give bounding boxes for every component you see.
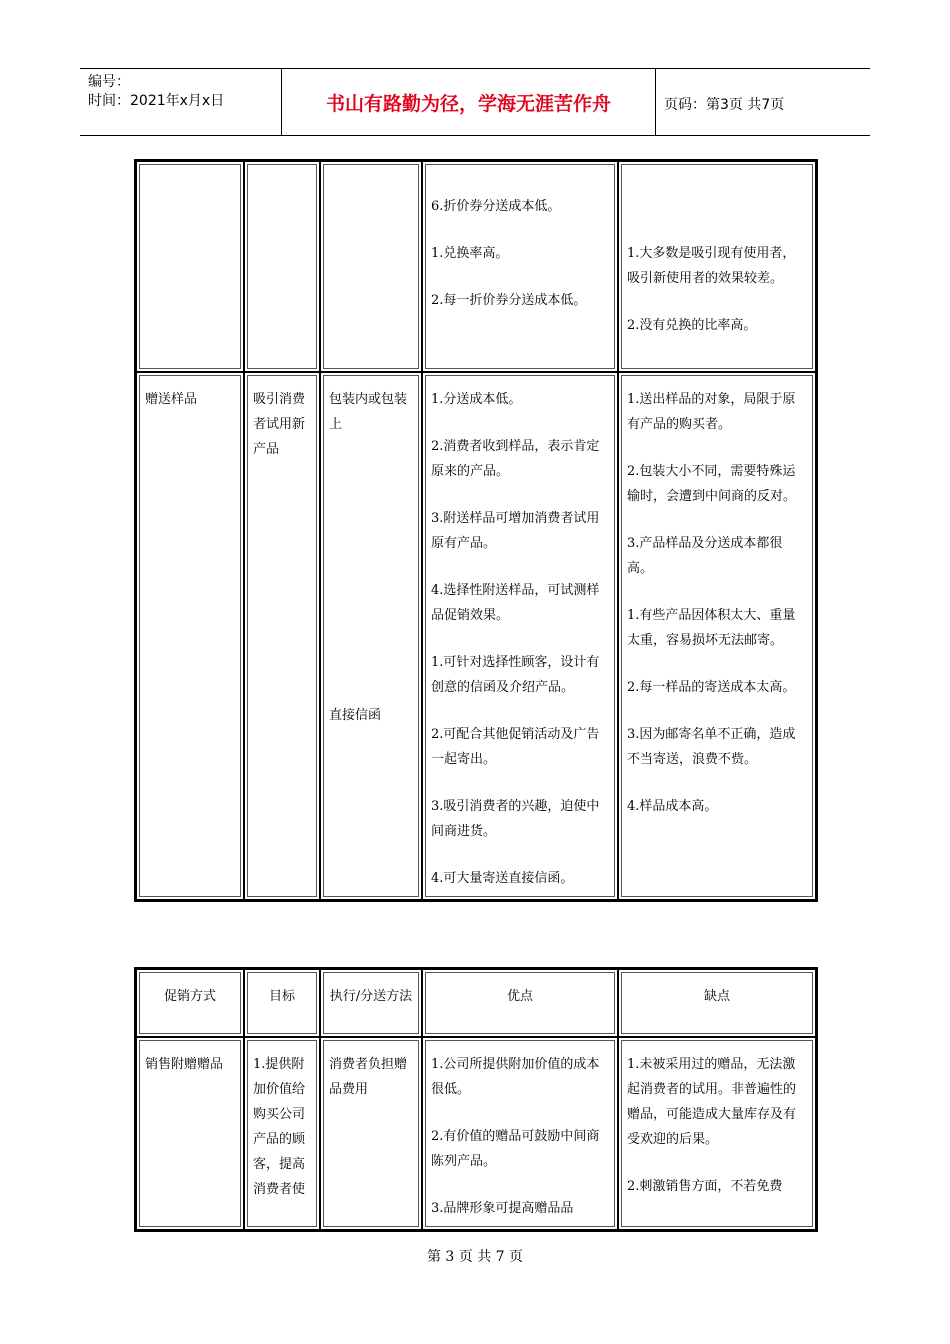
- document-time-label: 时间：2021年x月x日: [88, 93, 225, 109]
- promotion-table-continued: [134, 159, 818, 902]
- list-item: 3.品牌形象可提高赠品品: [431, 1201, 574, 1216]
- list-item: 2.包装大小不同，需要特殊运输时，会遭到中间商的反对。: [627, 464, 797, 504]
- header-meta: [88, 73, 224, 111]
- column-header-advantages: 优点: [422, 969, 618, 1037]
- column-header-method: 促销方式: [136, 969, 244, 1037]
- disadvantages-cell: [618, 372, 816, 900]
- list-item: 3.附送样品可增加消费者试用原有产品。: [431, 511, 600, 551]
- list-item: 1.未被采用过的赠品，无法激起消费者的试用。非普遍性的赠品，可能造成大量库存及有受欢迎的后果。: [627, 1057, 797, 1147]
- column-header-exec: 执行/分送方法: [320, 969, 422, 1037]
- method-cell: [136, 161, 244, 372]
- method-cell: 销售附赠赠品: [136, 1037, 244, 1230]
- list-item: 2.有价值的赠品可鼓励中间商陈列产品。: [431, 1129, 600, 1169]
- goal-cell: 吸引消费者试用新产品: [244, 372, 320, 900]
- list-item: 4.选择性附送样品，可试测样品促销效果。: [431, 583, 600, 623]
- goal-cell: [244, 161, 320, 372]
- list-item: 3.产品样品及分送成本都很高。: [627, 536, 783, 576]
- list-item: 4.样品成本高。: [627, 799, 718, 814]
- list-item: 2.可配合其他促销活动及广告一起寄出。: [431, 727, 600, 767]
- list-item: 6.折价券分送成本低。: [431, 199, 561, 214]
- list-item: 1.大多数是吸引现有使用者，吸引新使用者的效果较差。: [627, 246, 796, 286]
- column-header-disadvantages: 缺点: [618, 969, 816, 1037]
- list-item: 1.可针对选择性顾客，设计有创意的信函及介绍产品。: [431, 655, 600, 695]
- exec-cell: [320, 161, 422, 372]
- page-header: [80, 68, 870, 136]
- promotion-table-gift: [134, 967, 818, 1232]
- list-item: 1.有些产品因体积太大、重量太重，容易损坏无法邮寄。: [627, 608, 796, 648]
- table-row: [136, 1037, 816, 1230]
- advantages-cell: [422, 1037, 618, 1230]
- disadvantages-cell: [618, 1037, 816, 1230]
- list-item: 2.消费者收到样品，表示肯定原来的产品。: [431, 439, 600, 479]
- goal-cell: 1.提供附加价值给购买公司产品的顾客，提高消费者使: [244, 1037, 320, 1230]
- exec-method-2: 直接信函: [329, 708, 382, 723]
- header-page-label: 页码：第3页 共7页: [664, 97, 785, 113]
- exec-cell: [320, 372, 422, 900]
- list-item: 1.分送成本低。: [431, 392, 522, 407]
- advantages-cell: [422, 372, 618, 900]
- list-item: 2.刺激销售方面，不若免费: [627, 1179, 783, 1194]
- header-motto: 书山有路勤为径，学海无涯苦作舟: [281, 69, 656, 135]
- list-item: 2.没有兑换的比率高。: [627, 318, 757, 333]
- list-item: 3.因为邮寄名单不正确，造成不当寄送，浪费不赀。: [627, 727, 796, 767]
- table-row: [136, 161, 816, 372]
- table-header-row: [136, 969, 816, 1037]
- advantages-cell: [422, 161, 618, 372]
- list-item: 2.每一折价券分送成本低。: [431, 293, 587, 308]
- list-item: 3.吸引消费者的兴趣，迫使中间商进货。: [431, 799, 600, 839]
- table-row: [136, 372, 816, 900]
- disadvantages-cell: [618, 161, 816, 372]
- exec-method-1: 包装内或包装上: [329, 392, 408, 432]
- list-item: 2.每一样品的寄送成本太高。: [627, 680, 796, 695]
- list-item: 1.送出样品的对象，局限于原有产品的购买者。: [627, 392, 796, 432]
- document-number-label: 编号：: [88, 74, 130, 90]
- list-item: 4.可大量寄送直接信函。: [431, 871, 574, 886]
- page-footer: 第 3 页 共 7 页: [426, 1249, 524, 1265]
- list-item: 1.公司所提供附加价值的成本很低。: [431, 1057, 600, 1097]
- list-item: 1.兑换率高。: [431, 246, 509, 261]
- method-cell: 赠送样品: [136, 372, 244, 900]
- exec-cell: 消费者负担赠品费用: [320, 1037, 422, 1230]
- column-header-goal: 目标: [244, 969, 320, 1037]
